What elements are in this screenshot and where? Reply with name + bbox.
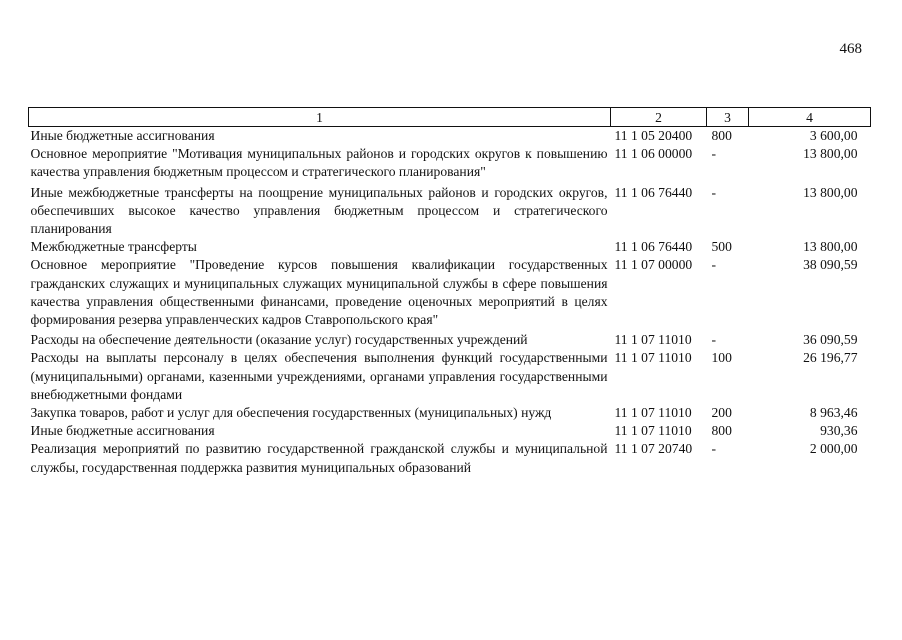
- row-code: 11 1 07 20740: [614, 441, 693, 457]
- row-name: Иные бюджетные ассигнования: [30, 423, 215, 439]
- row-name: Расходы на выплаты персоналу в целях обеспечения выполнения функций государственными (муниципальными) органами, казенными учреждениями, органами управления государственными внебюджетными фондами: [30, 350, 608, 402]
- row-vr: 500: [711, 239, 732, 255]
- row-vr: -: [711, 184, 717, 200]
- table-row: [29, 238, 871, 256]
- row-amount: 2 000,00: [809, 441, 858, 457]
- row-name: Иные межбюджетные трансферты на поощрение муниципальных районов и городских округов, обеспечивших высокое качество управления бюджетным процессом и стратегического планирования: [30, 184, 608, 237]
- table-row: [29, 256, 871, 329]
- page-number: 468: [839, 41, 862, 57]
- row-vr: -: [711, 146, 717, 162]
- row-amount: 36 090,59: [803, 332, 858, 348]
- table-row: [29, 127, 871, 146]
- row-name: Закупка товаров, работ и услуг для обеспечения государственных (муниципальных) нужд: [30, 405, 552, 421]
- row-name: Межбюджетные трансферты: [30, 239, 197, 255]
- row-code: 11 1 06 76440: [614, 239, 693, 255]
- row-vr: 800: [711, 423, 732, 439]
- table-row: [29, 329, 871, 349]
- table-row: [29, 422, 871, 440]
- row-amount: 8 963,46: [809, 405, 858, 421]
- row-amount: 38 090,59: [803, 257, 858, 273]
- row-amount: 13 800,00: [803, 146, 858, 162]
- row-vr: 100: [711, 350, 732, 366]
- budget-table: [28, 107, 871, 477]
- table-body: [29, 127, 871, 477]
- row-name: Основное мероприятие "Проведение курсов повышения квалификации государственных гражданских служащих и муниципальных служащих муниципальной службы в сфере повышения качества управления общественными финансами, проведение оценочных мероприятий в целях формирования резерва управленческих кадров Ставропольского края": [30, 257, 608, 328]
- row-vr: -: [711, 257, 717, 273]
- budget-table-container: [28, 107, 870, 477]
- row-code: 11 1 07 00000: [614, 257, 693, 273]
- row-code: 11 1 06 76440: [614, 184, 693, 200]
- table-row: [29, 145, 871, 181]
- header-col-4: 4: [749, 108, 871, 127]
- row-vr: 200: [711, 405, 732, 421]
- table-row: [29, 349, 871, 404]
- row-code: 11 1 07 11010: [614, 405, 692, 421]
- row-amount: 3 600,00: [809, 128, 858, 143]
- row-code: 11 1 07 11010: [614, 332, 692, 348]
- row-vr: -: [711, 441, 717, 457]
- header-col-1: 1: [29, 108, 611, 127]
- row-code: 11 1 07 11010: [614, 423, 692, 439]
- row-name: Основное мероприятие "Мотивация муниципальных районов и городских округов к повышению качества управления бюджетным процессом и стратегического планирования": [30, 146, 608, 180]
- row-name: Иные бюджетные ассигнования: [30, 128, 215, 143]
- row-code: 11 1 07 11010: [614, 350, 692, 366]
- table-row: [29, 440, 871, 476]
- row-name: Реализация мероприятий по развитию государственной гражданской службы и муниципальной службы, государственная поддержка развития муниципальных образований: [30, 441, 608, 475]
- row-vr: 800: [711, 128, 732, 143]
- row-amount: 13 800,00: [803, 239, 858, 255]
- header-col-2: 2: [611, 108, 707, 127]
- table-header: [29, 108, 871, 127]
- row-vr: -: [711, 332, 717, 348]
- row-code: 11 1 06 00000: [614, 146, 693, 162]
- row-name: Расходы на обеспечение деятельности (оказание услуг) государственных учреждений: [30, 332, 528, 348]
- row-amount: 13 800,00: [803, 184, 858, 200]
- row-amount: 26 196,77: [803, 350, 858, 366]
- header-row: [29, 108, 871, 127]
- header-col-3: 3: [707, 108, 749, 127]
- row-code: 11 1 05 20400: [614, 128, 693, 143]
- row-amount: 930,36: [820, 423, 858, 439]
- table-row: [29, 182, 871, 239]
- table-row: [29, 404, 871, 422]
